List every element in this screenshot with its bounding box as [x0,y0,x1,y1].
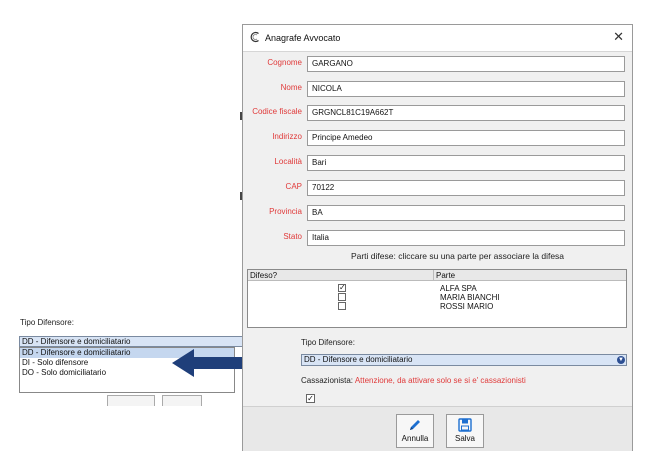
button-bar [243,406,632,451]
field-row-cap [243,180,632,196]
difeso-checkbox[interactable] [338,302,346,310]
inset-tipo-difensore-label: Tipo Difensore: [20,318,74,327]
cognome-label: Cognome [267,58,302,67]
provincia-input[interactable]: BA [307,205,625,221]
nome-label: Nome [280,83,302,92]
table-row[interactable] [248,293,626,302]
app-logo-icon [249,31,261,43]
tipo-difensore-selected-value: DD - Difensore e domiciliatario [304,355,413,364]
dialog-titlebar [243,25,632,52]
column-header-difeso[interactable]: Difeso? [248,270,434,281]
inset-option-dd[interactable]: DD - Difensore e domiciliatario [20,348,234,358]
dropdown-arrow-icon[interactable]: ▼ [618,357,624,363]
field-row-stato [243,230,632,246]
cap-label: CAP [285,182,302,191]
save-icon [458,418,472,432]
parte-name: ALFA SPA [440,284,477,293]
salva-button[interactable] [446,414,484,448]
stato-input[interactable]: Italia [307,230,625,246]
dialog-title: Anagrafe Avvocato [265,33,341,43]
cassazionista-label: Cassazionista: [301,376,354,385]
field-row-localita [243,155,632,171]
anagrafe-avvocato-dialog [242,24,633,451]
difeso-checkbox-checked[interactable]: ✓ [339,283,346,292]
inset-option-do[interactable]: DO - Solo domiciliatario [22,368,107,377]
parti-difese-hint: Parti difese: cliccare su una parte per associare la difesa [350,251,565,261]
localita-label: Località [274,157,302,166]
indirizzo-label: Indirizzo [272,132,302,141]
stato-label: Stato [283,232,302,241]
codice-fiscale-input[interactable]: GRGNCL81C19A662T [307,105,625,121]
parte-name: ROSSI MARIO [440,302,494,311]
provincia-label: Provincia [269,207,302,216]
field-row-provincia [243,205,632,221]
cap-input[interactable]: 70122 [307,180,625,196]
tipo-difensore-label: Tipo Difensore: [301,338,355,347]
annulla-label: Annulla [401,434,429,443]
tipo-difensore-select[interactable] [301,354,627,366]
table-row[interactable] [248,284,626,293]
localita-input[interactable]: Bari [307,155,625,171]
field-row-indirizzo [243,130,632,146]
cassazionista-checkbox[interactable]: ✓ [307,394,314,403]
annulla-button[interactable] [396,414,434,448]
nome-input[interactable]: NICOLA [307,81,625,97]
column-header-parte[interactable]: Parte [434,270,626,281]
inset-partial-buttons [107,395,247,406]
field-row-nome [243,81,632,97]
parte-name: MARIA BIANCHI [440,293,500,302]
salva-label: Salva [454,434,475,443]
inset-partial-button [162,395,202,406]
parti-difese-table [247,269,627,328]
inset-option-di[interactable]: DI - Solo difensore [22,358,89,367]
cognome-input[interactable]: GARGANO [307,56,625,72]
pencil-icon [408,418,422,432]
difeso-checkbox[interactable] [338,293,346,301]
close-icon[interactable]: ✕ [613,29,624,44]
inset-tipo-difensore-select[interactable]: DD - Difensore e domiciliatario [19,336,245,347]
cassazionista-row [301,376,526,385]
field-row-cognome [243,56,632,72]
indirizzo-input[interactable]: Principe Amedeo [307,130,625,146]
table-row[interactable] [248,302,626,311]
field-row-codice-fiscale [243,105,632,121]
cassazionista-warning: Attenzione, da attivare solo se si e' cassazionisti [354,376,526,385]
pointing-arrow-icon [172,349,246,377]
codice-fiscale-label: Codice fiscale [252,107,302,116]
inset-partial-button [107,395,155,406]
